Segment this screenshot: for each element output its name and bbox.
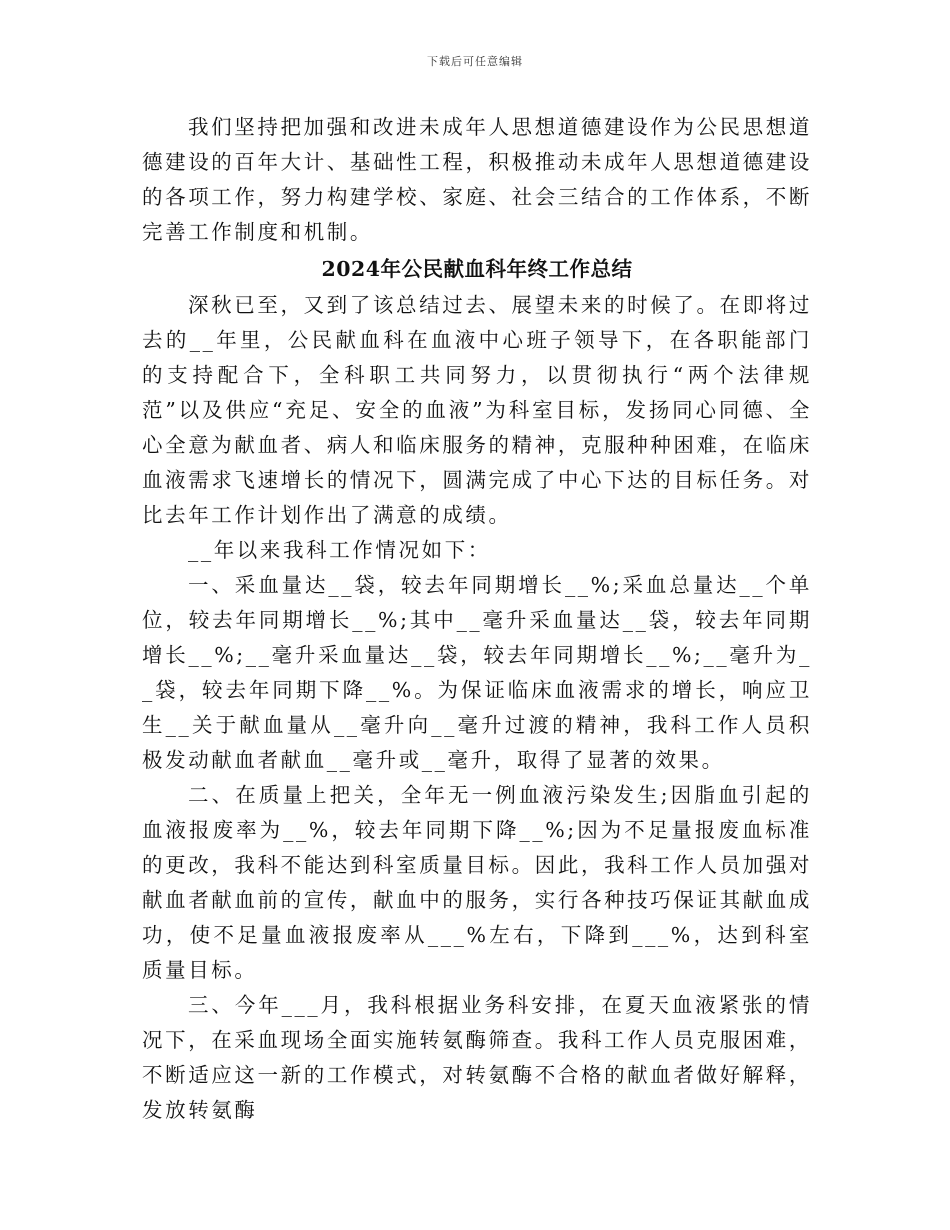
intro-paragraph: 我们坚持把加强和改进未成年人思想道德建设作为公民思想道德建设的百年大计、基础性工程，积极推动未成年人思想道德建设的各项工作，努力构建学校、家庭、社会三结合的工作体系，不断完善工作制度和机制。 bbox=[142, 115, 812, 244]
body-paragraph-4: 二、在质量上把关，全年无一例血液污染发生;因脂血引起的血液报废率为__%，较去年同期下降__%;因为不足量报废血标准的更改，我科不能达到科室质量目标。因此，我科工作人员加强对献血者献血前的宣传，献血中的服务，实行各种技巧保证其献血成功，使不足量血液报废率从___%左右，下降到___%，达到科室质量目标。 bbox=[142, 783, 812, 982]
document-title: 2024年公民献血科年终工作总结 bbox=[321, 257, 633, 281]
body-paragraph-3: 一、采血量达__袋，较去年同期增长__%;采血总量达__个单位，较去年同期增长__%;其中__毫升采血量达__袋，较去年同期增长__%;__毫升采血量达__袋，较去年同期增长__%;__毫升为__袋，较去年同期下降__%。为保证临床血液需求的增长，响应卫生__关于献血量从__毫升向__毫升过渡的精神，我科工作人员积极发动献血者献血__毫升或__毫升，取得了显著的效果。 bbox=[142, 573, 812, 772]
body-paragraph-2: __年以来我科工作情况如下： bbox=[188, 538, 491, 562]
body-paragraph-1: 深秋已至，又到了该总结过去、展望未来的时候了。在即将过去的__年里，公民献血科在血液中心班子领导下，在各职能部门的支持配合下，全科职工共同努力，以贯彻执行“两个法律规范”以及供应“充足、安全的血液”为科室目标，发扬同心同德、全心全意为献血者、病人和临床服务的精神，克服种种困难，在临床血液需求飞速增长的情况下，圆满完成了中心下达的目标任务。对比去年工作计划作出了满意的成绩。 bbox=[142, 293, 812, 527]
body-paragraph-5: 三、今年___月，我科根据业务科安排，在夏天血液紧张的情况下，在采血现场全面实施转氨酶筛查。我科工作人员克服困难，不断适应这一新的工作模式，对转氨酶不合格的献血者做好解释，发放转氨酶 bbox=[142, 993, 812, 1122]
page-header: 下载后可任意编辑 bbox=[427, 55, 523, 68]
document-body bbox=[142, 110, 812, 1128]
